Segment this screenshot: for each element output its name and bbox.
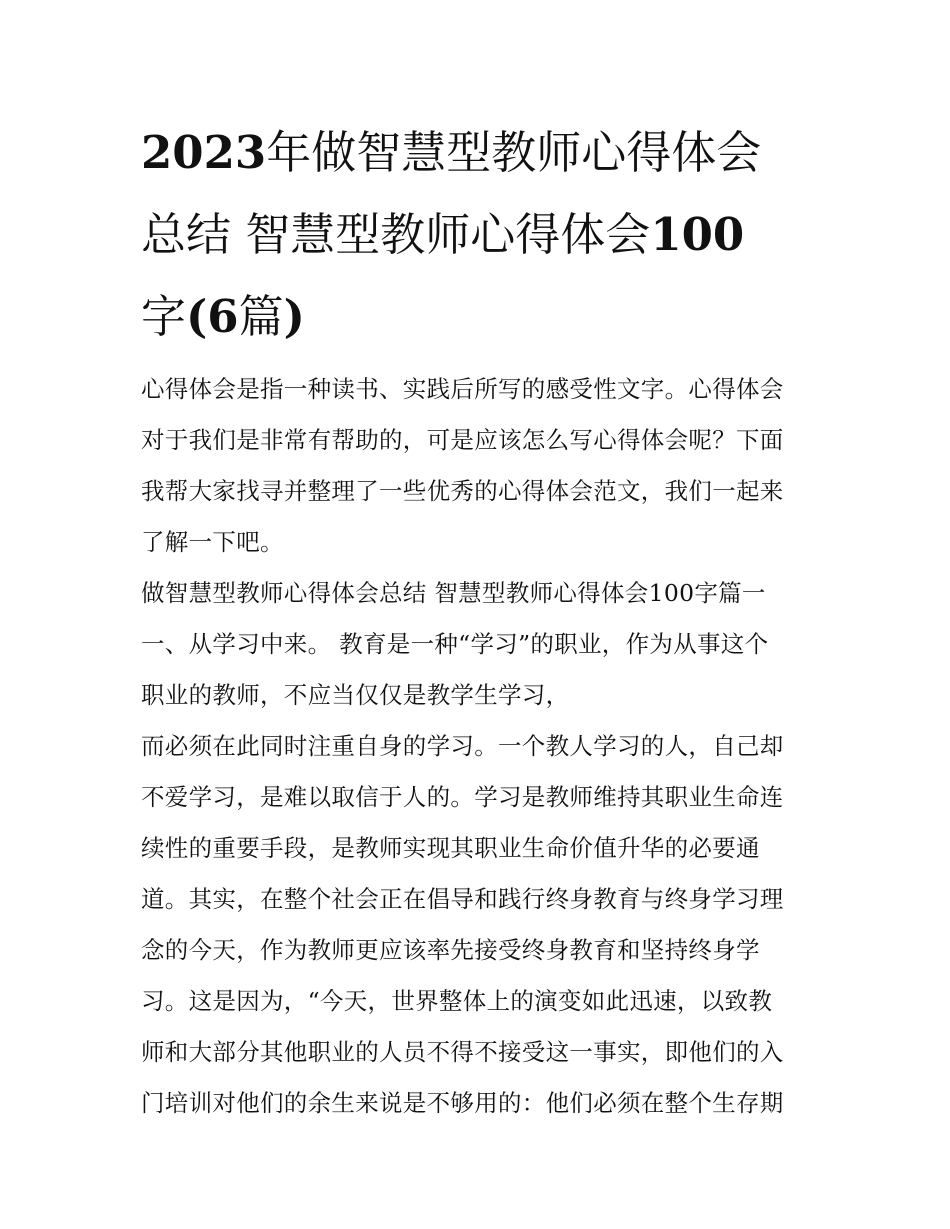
body-line: 而必须在此同时注重自身的学习。一个教人学习的人，自己却 <box>141 732 784 760</box>
document-title <box>141 112 813 358</box>
body-line: 我帮大家找寻并整理了一些优秀的心得体会范文，我们一起来 <box>141 477 784 505</box>
body-line: 道。其实，在整个社会正在倡导和践行终身教育与终身学习理 <box>141 885 784 913</box>
title-line-2: 总结 智慧型教师心得体会100 <box>141 208 745 261</box>
body-line: 对于我们是非常有帮助的，可是应该怎么写心得体会呢？下面 <box>141 426 784 454</box>
body-line: 职业的教师，不应当仅仅是教学生学习， <box>141 681 570 709</box>
body-line: 一、从学习中来。 教育是一种“学习”的职业，作为从事这个 <box>141 630 769 658</box>
section-heading-line: 做智慧型教师心得体会总结 智慧型教师心得体会100字篇一 <box>141 579 766 607</box>
title-line-1: 2023年做智慧型教师心得体会 <box>141 126 762 179</box>
body-line: 续性的重要手段，是教师实现其职业生命价值升华的必要通 <box>141 834 760 862</box>
body-line: 了解一下吧。 <box>141 528 284 556</box>
body-line: 念的今天，作为教师更应该率先接受终身教育和坚持终身学 <box>141 936 760 964</box>
body-line: 门培训对他们的余生来说是不够用的：他们必须在整个生存期 <box>141 1089 784 1117</box>
document-body <box>141 364 813 1129</box>
body-line: 习。这是因为，“今天，世界整体上的演变如此迅速，以致教 <box>141 987 773 1015</box>
body-line: 不爱学习，是难以取信于人的。学习是教师维持其职业生命连 <box>141 783 784 811</box>
body-line: 心得体会是指一种读书、实践后所写的感受性文字。心得体会 <box>141 375 784 403</box>
title-line-3: 字(6篇) <box>141 290 305 343</box>
document-page <box>141 112 813 1129</box>
body-line: 师和大部分其他职业的人员不得不接受这一事实，即他们的入 <box>141 1038 784 1066</box>
